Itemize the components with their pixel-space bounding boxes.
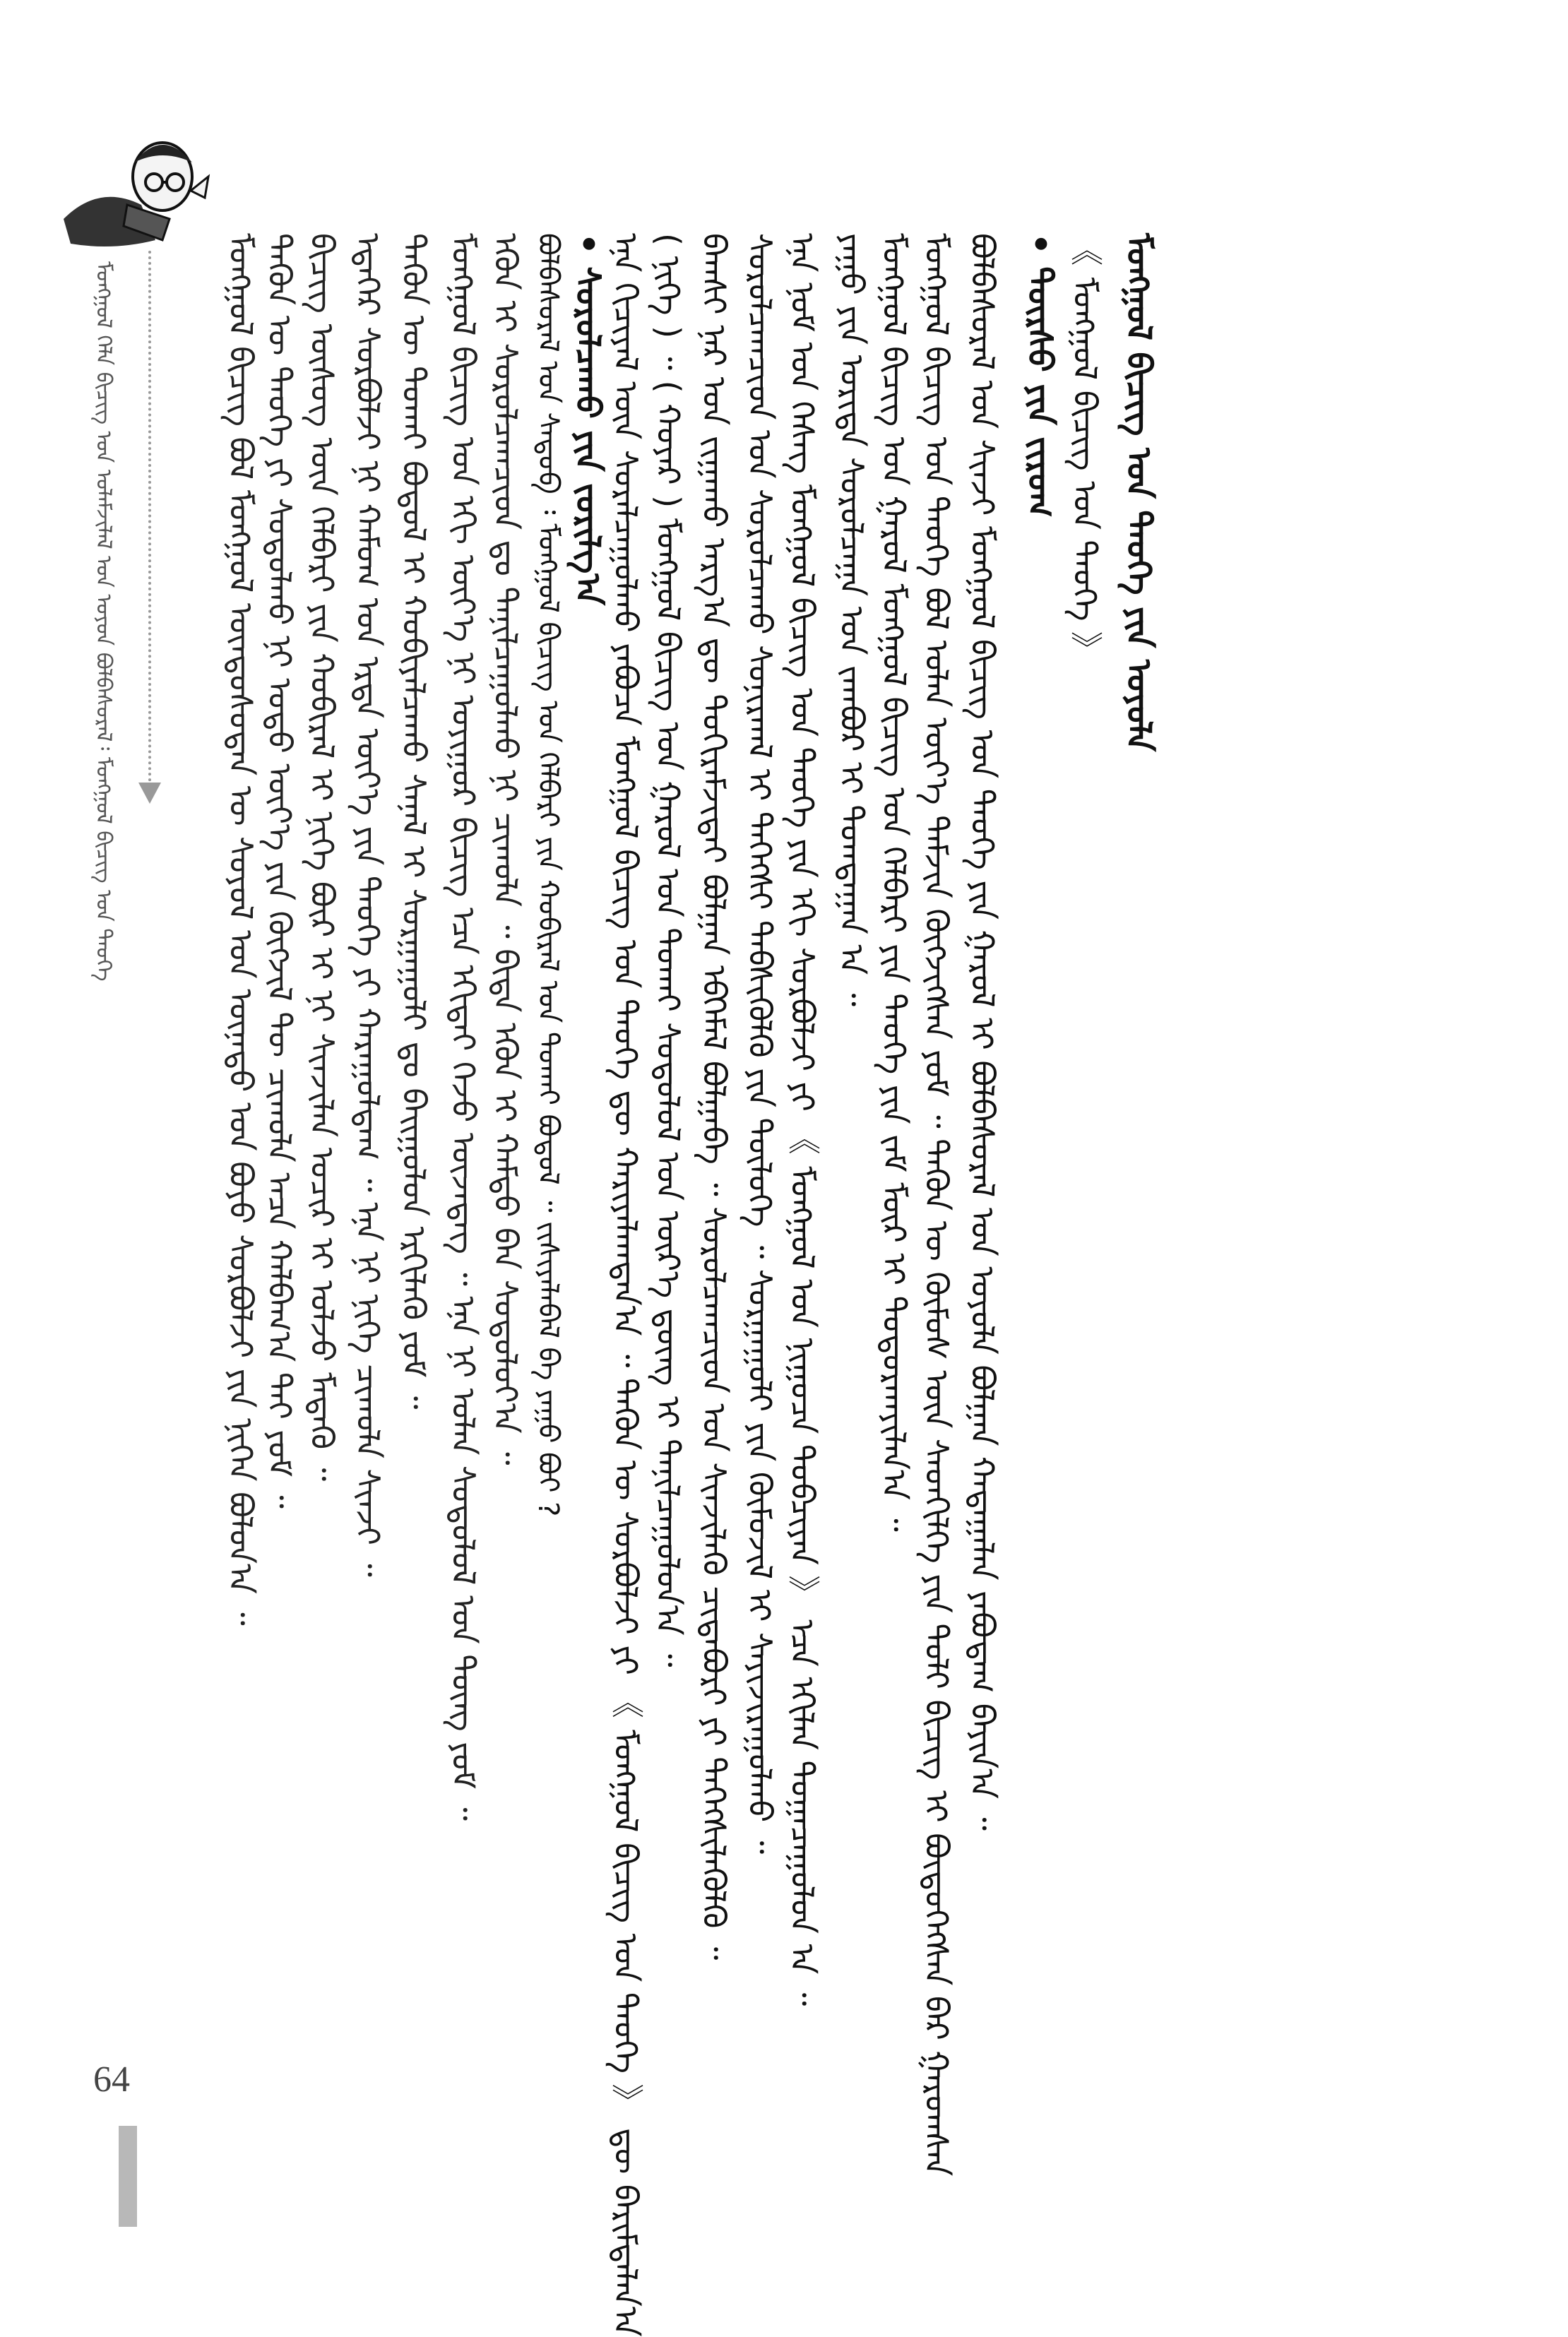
para-1-line-1: ᠪᠣᠯᠪᠠᠰᠤᠷᠠᠯ ᠤᠨ ᠰᠢᠨᠵᠢ ᠮᠣᠩᠭᠣᠯ ᠪᠢᠴᠢᠭ᠌ ᠤᠨ ᠲᠡᠦᠬᠡ ᠶᠢᠨ ᠭᠠᠷᠤᠯ ᠢ ᠪᠣᠯᠪᠠᠰᠤᠷᠠᠯ ᠤᠨ ᠤᠶᠤᠯᠠ ᠪᠣᠯᠭᠠᠨ ᠬᠠᠳᠠᠭᠠᠯᠠᠨ ᠶᠠᠪᠤᠳᠠᠭ ᠪᠠᠶᠢᠨ᠎ᠠ ᠃ xyxy=(963,233,1002,1831)
para-1-line-3: ᠮᠣᠩᠭᠣᠯ ᠪᠢᠴᠢᠭ᠌ ᠤᠨ ᠭᠠᠷᠤᠯ ᠮᠣᠩᠭᠣᠯ ᠪᠢᠴᠢᠭ᠌ ᠤᠨ ᠬᠡᠯᠪᠡᠷᠢ ᠶᠢᠨ ᠲᠡᠦᠬᠡ ᠶᠢᠨ ᠵᠠᠮ ᠮᠥᠷ ᠢ ᠲᠣᠳᠣᠷᠬᠠᠶᠢᠯᠠᠨ᠎ᠠ ᠃ xyxy=(875,233,913,1532)
bullet-heading-objectives: • ᠰᠤᠷᠤᠯᠴᠠᠬᠤ ᠶᠢᠨ ᠵᠣᠷᠢᠯᠭ᠎ᠠ xyxy=(568,233,607,605)
hand-line-3: ᠪᠢᠴᠢᠭ᠌ ᠦᠰᠦᠭ ᠦᠨ ᠬᠡᠯᠪᠡᠷᠢ ᠶᠢᠨ ᠬᠤᠪᠢᠷᠠᠯ ᠢ ᠨᠢᠭᠡ ᠪᠦᠷ ᠢ ᠨᠢ ᠰᠢᠨᠵᠢᠯᠡᠨ ᠤᠴᠢᠷ ᠢ ᠣᠯᠵᠤ ᠮᠡᠳᠡᠬᠦ ᠃ xyxy=(303,233,341,1482)
para-1-line-2: ᠮᠣᠩᠭᠣᠯ ᠪᠢᠴᠢᠭ᠌ ᠤᠨ ᠲᠡᠦᠬᠡ ᠪᠣᠯ ᠣᠯᠠᠨ ᠦᠶ᠎ᠡ ᠳᠠᠮᠵᠢᠨ ᠬᠥᠭᠵᠢᠭᠰᠡᠨ ᠶᠤᠮ ᠃ ᠲᠡᠭᠦᠨ ᠦ ᠬᠦᠮᠦᠰ ᠦᠨ ᠰᠡᠳᠬᠢᠯᠭᠡ ᠶᠢᠨ ᠲᠤᠯᠢ ᠪᠢᠴᠢᠭ ᠢ ᠪᠦᠲᠦᠭᠡᠭᠰᠡᠨ ᠪᠡᠷ ᠭᠠᠷᠤᠭᠰᠠᠨ xyxy=(917,233,956,2177)
para-2-line-4: ( ᠨᠢᠭᠡ ) ᠃ ( ᠬᠣᠶᠠᠷ ) ᠮᠣᠩᠭᠣᠯ ᠪᠢᠴᠢᠭ᠌ ᠤᠨ ᠭᠠᠷᠤᠯ ᠤᠨ ᠲᠤᠬᠠᠢ ᠰᠤᠳᠤᠯᠤᠯ ᠤᠨ ᠦᠷ᠎ᠡ ᠳ᠋ᠦᠩ ᠢ ᠲᠠᠨᠢᠯᠴᠠᠭᠤᠯᠤᠨ᠎ᠠ ᠃ xyxy=(649,233,687,1667)
hand-line-5: ᠲᠡᠭᠦᠨ ᠦ ᠲᠣᠬᠠᠢ ᠪᠣᠳᠣᠯ ᠢ ᠬᠤᠪᠢᠶᠠᠯᠴᠠᠬᠤ ᠰᠠᠨᠠᠯ ᠢ ᠰᠤᠷᠭᠠᠭᠤᠯᠢ ᠳᠤ ᠪᠠᠢᠭᠤᠯᠤᠨ ᠡᠷᠬᠢᠯᠡᠬᠦ ᠶᠤᠮ ᠃ xyxy=(395,233,433,1410)
hand-line-1: ᠮᠣᠩᠭᠣᠯ ᠪᠢᠴᠢᠭ ᠪᠣᠯ ᠮᠣᠩᠭᠣᠯ ᠦᠨᠳᠦᠰᠦᠲᠡᠨ ᠦ ᠰᠣᠶᠣᠯ ᠤᠨ ᠦᠨᠡᠲᠦ ᠡᠳ ᠪᠤᠶᠤ ᠰᠤᠷᠪᠤᠯᠵᠢ ᠶᠢᠨ ᠨᠢᠭᠡᠨ ᠪᠣᠯᠤᠨ᠎ᠠ ᠃ xyxy=(222,233,260,1626)
quote-line: 《 ᠮᠣᠩᠭᠣᠯ ᠪᠢᠴᠢᠭ᠌ ᠤᠨ ᠲᠡᠦᠬᠡ 》 xyxy=(1066,233,1104,665)
sample-question-visible: ᠪᠤᠯᠪᠠᠰᠤᠷᠠᠯ ᠤᠨ ᠰᠡᠳᠦᠪ ᠄ ᠮᠣᠩᠭᠣᠯ ᠪᠢᠴᠢᠭ᠌ ᠤᠨ ᠬᠡᠯᠪᠡᠷᠢ ᠶᠢᠨ ᠬᠤᠪᠢᠷᠠᠯ ᠤᠨ ᠲᠤᠬᠠᠢ ᠪᠤᠳᠤᠯ ᠃ ᠵᠢᠱᠢᠶᠡᠯᠡᠪᠡᠯ ᠪᠠ ᠶᠠᠭᠤ ᠪᠤᠢ ? xyxy=(532,233,564,1517)
page-number: 64 xyxy=(93,2059,130,2100)
hand-line-7: ᠡᠭᠦᠨ ᠢ ᠰᠤᠷᠤᠯᠴᠠᠭᠴᠢᠳ ᠳᠤ ᠲᠠᠨᠢᠯᠴᠠᠭᠤᠯᠬᠤ ᠨᠢ ᠴᠢᠬᠤᠯᠠ ᠃ ᠪᠢᠳᠡ ᠡᠭᠦᠨ ᠢ ᠬᠠᠮᠲᠤ ᠪᠠᠨ ᠰᠤᠳᠤᠯᠤᠶ᠎ᠠ ᠃ xyxy=(487,233,525,1465)
para-2-line-2: ᠰᠤᠷᠤᠯᠴᠠᠭᠴᠢᠳ ᠤᠨ ᠰᠤᠷᠤᠯᠴᠠᠬᠤ ᠰᠣᠨᠢᠷᠬᠠᠯ ᠢ ᠳᠡᠭᠡᠭᠰᠢ ᠳᠡᠪᠰᠢᠭᠦᠯᠬᠦ ᠶᠢᠨ ᠲᠥᠯᠦᠭᠡ ᠃ ᠰᠤᠷᠭᠠᠭᠤᠯᠢ ᠶᠢᠨ ᠬᠦᠮᠦᠵᠢᠯ ᠢ ᠰᠠᠶᠢᠵᠢᠷᠠᠭᠤᠯᠬᠤ ᠃ xyxy=(741,233,779,1855)
header-dotted-rule xyxy=(148,251,151,787)
hand-line-4: ᠡᠳᠡᠭᠡᠷ ᠰᠤᠷᠪᠤᠯᠵᠢ ᠨᠢ ᠬᠠᠮᠤᠭ ᠤᠨ ᠡᠷᠲᠡ ᠦᠶ᠎ᠡ ᠶᠢᠨ ᠲᠡᠦᠬᠡ ᠶᠢ ᠬᠠᠷᠠᠭᠤᠯᠳᠠᠭ ᠃ ᠡᠨᠡ ᠨᠢ ᠨᠢᠭᠡ ᠴᠢᠬᠤᠯᠠ ᠰᠢᠨᠵᠢ ᠃ xyxy=(349,233,387,1577)
para-2-line-1: ᠡᠨᠡ ᠨᠣᠮ ᠤᠨ ᠬᠡᠰᠡᠭ ᠮᠣᠩᠭᠣᠯ ᠪᠢᠴᠢᠭ᠌ ᠤᠨ ᠲᠡᠦᠬᠡ ᠶᠢᠨ ᠡᠬᠢ ᠰᠤᠷᠪᠤᠯᠵᠢ ᠶᠢ 《 ᠮᠣᠩᠭᠣᠯ ᠤᠨ ᠨᠢᠭᠤᠴᠠ ᠲᠣᠪᠴᠢᠶᠠᠨ 》 ᠡᠴᠡ ᠡᠬᠢᠯᠡᠨ ᠲᠣᠭᠠᠴᠠᠭᠤᠯᠤᠨ ᠠ ᠃ xyxy=(783,233,821,2006)
para-2-line-3: ᠪᠠᠭᠰᠢ ᠨᠠᠷ ᠤᠨ ᠵᠢᠭᠠᠬᠤ ᠠᠷᠭ᠎ᠠ ᠳᠦ ᠲᠣᠬᠢᠷᠠᠮᠵᠢᠲᠠᠶ ᠪᠣᠯᠭᠠᠨ ᠡᠪᠬᠡᠮᠡᠯ ᠪᠣᠯᠭᠠᠪᠠ ᠃ ᠰᠤᠷᠤᠯᠴᠠᠭᠴᠢᠳ ᠤᠨ ᠰᠢᠨᠵᠢᠯᠡᠬᠦ ᠴᠢᠳᠠᠪᠤᠷᠢ ᠶᠢ ᠳᠡᠭᠡᠭᠰᠢᠯᠡᠭᠦᠯᠬᠦ ᠃ xyxy=(695,233,733,1961)
hand-line-6: ᠮᠣᠩᠭᠣᠯ ᠪᠢᠴᠢᠭ᠌ ᠤᠨ ᠡᠬᠢ ᠦᠶ᠎ᠡ ᠨᠢ ᠤᠶᠢᠭᠤᠷ ᠪᠢᠴᠢᠭ ᠡᠴᠡ ᠡᠬᠢᠲᠡᠢ ᠭᠡᠵᠦ ᠦᠵᠡᠳᠡᠭ ᠃ ᠡᠨᠡ ᠨᠢ ᠣᠯᠠᠨ ᠰᠤᠳᠤᠯᠤᠯ ᠤᠨ ᠳᠦᠩ ᠶᠤᠮ ᠃ xyxy=(444,233,482,1821)
page-edge-bar xyxy=(119,2126,137,2227)
para-1-line-4: ᠶᠠᠭᠤ ᠶᠢᠨ ᠤᠷᠢᠳᠠ ᠰᠤᠷᠤᠯᠴᠠᠭᠠ ᠤᠨ ᠵᠠᠭᠪᠤᠷ ᠢ ᠲᠣᠭᠲᠠᠭᠠᠨ ᠠ ᠃ xyxy=(833,233,871,1007)
main-heading: ᠮᠣᠩᠭᠣᠯ ᠪᠢᠴᠢᠭ᠌ ᠤᠨ ᠲᠡᠦᠬᠡ ᠶᠢᠨ ᠤᠶᠤᠯᠠ xyxy=(1119,233,1158,751)
hand-line-2: ᠲᠡᠭᠦᠨ ᠦ ᠲᠡᠦᠬᠡ ᠶᠢ ᠰᠤᠳᠤᠯᠬᠤ ᠨᠢ ᠣᠳᠣ ᠦᠶ᠎ᠡ ᠶᠢᠨ ᠬᠥᠭᠵᠢᠯ ᠲᠦ ᠴᠢᠬᠤᠯᠠ ᠠᠴᠠ ᠬᠠᠯᠪᠠᠭ᠎ᠠ ᠲᠠᠢ ᠶᠤᠮ ᠃ xyxy=(261,233,299,1509)
para-2-line-5: ᠡᠨᠡ ᠬᠢᠴᠢᠶᠡᠯ ᠦᠨ ᠰᠤᠷᠠᠯᠴᠠᠭᠤᠯᠬᠤ ᠶᠠᠪᠤᠴᠠ ᠮᠣᠩᠭᠣᠯ ᠪᠢᠴᠢᠭ᠌ ᠤᠨ ᠲᠡᠦᠬᠡ ᠳᠦ ᠬᠠᠷᠢᠶᠠᠯᠠᠭᠳᠠᠨ᠎ᠠ ᠃ ᠲᠡᠭᠦᠨ ᠦ ᠰᠤᠷᠪᠤᠯᠵᠢ ᠶᠢ 《 ᠮᠣᠩᠭᠣᠯ ᠪᠢᠴᠢᠭ᠌ ᠤᠨ ᠲᠡᠦᠬᠡ 》 ᠳᠦ ᠪᠠᠷᠢᠮᠲᠠᠯᠠᠨ᠎ᠠ xyxy=(607,233,645,2337)
bullet-heading-structure: • ᠳᠦᠷᠰᠦ ᠶᠢᠨ ᠵᠢᠷᠤᠭ xyxy=(1020,233,1059,518)
flying-child-mascot-icon xyxy=(57,120,212,264)
header-arrow-icon xyxy=(138,783,161,804)
running-header: ᠮᠣᠩᠭᠣᠯ ᠬᠡᠯᠡ ᠪᠢᠴᠢᠭ᠌ ᠤᠨ ᠤᠯᠠᠮᠵᠢᠯᠠᠯ ᠤᠨ ᠤᠶᠤᠨ ᠪᠣᠯᠪᠠᠰᠤᠷᠠᠯ᠄ ᠮᠣᠩᠭᠣᠯ ᠪᠢᠴᠢᠭ᠌ ᠤᠨ ᠲᠡᠦᠬᠡ xyxy=(91,261,116,982)
